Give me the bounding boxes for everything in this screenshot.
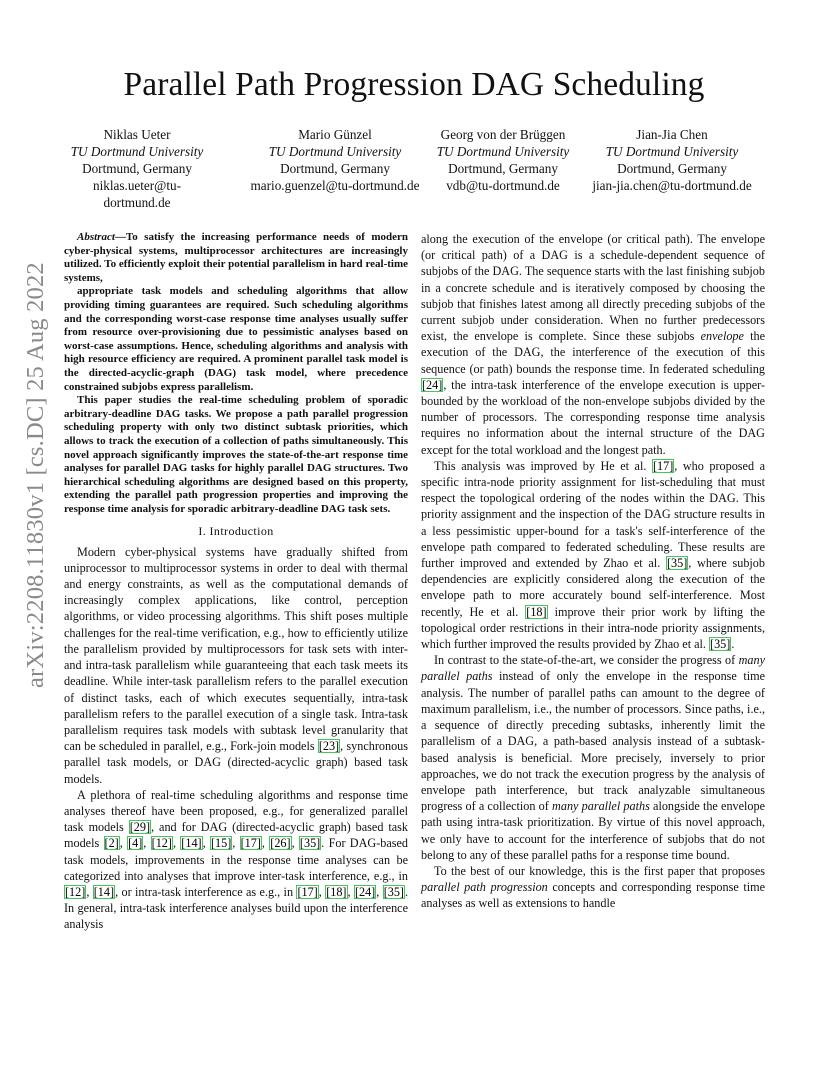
body-paragraph <box>64 544 408 787</box>
abstract-label: Abstract <box>77 231 115 243</box>
body-paragraph <box>421 863 765 912</box>
body-paragraph: A plethora of real-time scheduling algorithms and response time analyses thereof have been proposed, e.g., for generalized parallel task models [29], and for DAG (directed-acyclic graph) based task models [2], [4], [12], [14], [15], [17], [26], [35]. For DAG-based task models, improvements in the response time analyses can be categorized into analyses that improve inter-task interference, e.g., in [12], [14], or intra-task interference as e.g., in [17], [18], [24], [35]. In general, intra-task interference analyses build upon the interference analysis <box>64 787 409 932</box>
citation-link[interactable]: [24] <box>354 884 376 899</box>
citation-link[interactable]: [23] <box>318 739 340 754</box>
author-name: Georg von der Brüggen <box>440 127 566 142</box>
body-paragraph <box>421 231 765 458</box>
paper-title: Parallel Path Progression DAG Scheduling <box>123 66 705 103</box>
body-text: . In general, intra-task interference analyses build upon the interference analysis <box>64 884 409 932</box>
arxiv-identifier: arXiv:2208.11830v1 [cs.DC] 25 Aug 2022 <box>22 262 49 688</box>
citation-link[interactable]: [14] <box>93 884 115 899</box>
author-block <box>240 126 430 194</box>
body-text: A plethora of real-time scheduling algorithms and response time analyses thereof have been proposed, e.g., for generalized parallel task models <box>64 787 408 835</box>
citation-link[interactable]: [12] <box>151 836 172 851</box>
body-text: , where subjob dependencies are explicitly considered along the execution of the envelope path to more accurately bound self-interference. Most recently, He et al. <box>421 556 765 619</box>
author-email: jian-jia.chen@tu-dortmund.de <box>592 178 752 193</box>
body-text: improve their prior work by lifting the topological order restrictions in their intra-node priority assignments, which further improved the results provided by Zhao et al. <box>421 604 766 652</box>
citation-link[interactable]: [29] <box>129 820 151 835</box>
author-location: Dortmund, Germany <box>82 161 192 176</box>
author-location: Dortmund, Germany <box>617 161 727 176</box>
body-text: , who proposed a specific intra-node priority assignment for list-scheduling that must respect the topological ordering of the nodes within the DAG. This priority assignment and the inspection of the DAG structure results in a less pessimistic upper-bound for a task's self-interference of the envelope path compared to federated scheduling. These results are further improved and extended by Zhao et al. <box>421 458 766 571</box>
body-paragraph <box>421 458 765 652</box>
abstract-paragraph: appropriate task models and scheduling algorithms that allow providing timing guarantees are required. Such scheduling algorithms and the corresponding worst-case response time analyses usually suffer from resource over-provisioning due to pessimistic analyses based on worst-case assumptions. Hence, scheduling algorithms and analysis with high resource efficiency are required. A prominent parallel task model is the directed-acyclic-graph (DAG) task model, where precedence constrained subjobs express parallelism. <box>64 285 408 393</box>
citation-link[interactable]: [24] <box>422 377 443 392</box>
emphasis-text: parallel path progression <box>421 880 548 895</box>
author-affiliation: TU Dortmund University <box>436 144 570 159</box>
body-text: , or intra-task interference as e.g., in <box>115 884 294 899</box>
citation-link[interactable]: [17] <box>652 458 674 473</box>
author-location: Dortmund, Germany <box>448 161 558 176</box>
citation-link[interactable]: [17] <box>240 836 261 851</box>
author-name: Niklas Ueter <box>103 127 171 142</box>
abstract-text: —To satisfy the increasing performance needs of modern cyber-physical systems, multiprocessor architectures are increasingly utilized. To efficiently exploit their potential parallelism in hard real-time systems, <box>64 231 408 284</box>
citation-link[interactable]: [35] <box>666 556 688 571</box>
body-text: instead of only the envelope in the response time analysis. The number of parallel paths can amount to the degree of maximum parallelism, i.e., the number of processors. Since paths, i.e., a sequence of directly preceding subtasks, inherently limit the parallelism of a DAG, a path-based analysis instead of a subtask-based analysis is beneficial. More precisely, inversely to prior approaches, we do not track the execution progress by the analysis of envelope path interference, but track analyzable simultaneous progress of a collection of <box>421 669 765 814</box>
author-affiliation: TU Dortmund University <box>268 144 402 159</box>
author-name: Jian-Jia Chen <box>636 127 708 142</box>
body-text: , and for DAG (directed-acyclic graph) based task models <box>64 820 409 851</box>
citation-link[interactable]: [18] <box>526 604 547 619</box>
citation-link[interactable]: [12] <box>65 884 86 899</box>
abstract-paragraph: This paper studies the real-time scheduling problem of sporadic arbitrary-deadline DAG tasks. We propose a path parallel progression scheduling property with only two distinct subtask priorities, which allows to track the execution of a collection of paths simultaneously. This novel approach significantly improves the state-of-the-art response time analyses for parallel DAG tasks for highly parallel DAG structures. Two hierarchical scheduling algorithms are designed based on this property, extending the parallel path progression properties and improving the response time analysis for sporadic arbitrary-deadline DAG task sets. <box>64 394 408 515</box>
author-block <box>428 126 578 194</box>
body-text: alongside the envelope path using intra-task prioritization. By virtue of this novel approach, we only have to account for the interference of subjobs that do not belong to any of these parallel paths for a response time bound. <box>421 799 766 862</box>
body-text: Modern cyber-physical systems have gradually shifted from uniprocessor to multiprocessor systems in order to deal with thermal and energy constraints, as well as the computational demands of increasingly complex applications, like control, perception algorithms, or video processing algorithms. This shift poses multiple challenges for the real-time verification, e.g., how to efficiently utilize the parallelism provided by multiprocessors for task sets with inter- and intra-task parallelism while guaranteeing that each task meets its deadline. While inter-task parallelism refers to the parallel execution of distinct tasks, each of which executes sequentially, intra-task parallelism refers to the parallel execution of a single task. Intra-task parallelism requires task models with subtask level granularity that can be scheduled in parallel, e.g., Fork-join models <box>64 544 408 754</box>
abstract-paragraph <box>64 231 408 285</box>
author-block <box>62 126 212 211</box>
citation-link[interactable]: [35] <box>710 637 731 652</box>
body-text: along the execution of the envelope (or critical path). The envelope (or critical path) of a DAG is a schedule-dependent sequence of subjobs of the DAG. The sequence starts with the last finishing subjob in a concrete schedule and is iteratively composed by choosing the subjob that finishes latest among all directly preceding subjobs of the current subjob under consideration. When no further predecessors exist, the envelope is complete. Since these subjobs <box>421 232 765 344</box>
body-text: . <box>731 637 735 652</box>
citation-link[interactable]: [4] <box>128 836 143 851</box>
emphasis-text: envelope <box>700 329 744 344</box>
body-text: , the intra-task interference of the envelope execution is upper-bounded by the workload of the non-envelope subjobs divided by the number of processors. The corresponding response time analysis requires no information about the internal structure of the DAG except for the total workload and the longest path. <box>421 377 765 457</box>
body-text: . For DAG-based task models, improvements in the response time analyses can be categorized into analyses that improve inter-task interference, e.g., in <box>64 836 409 883</box>
body-text: the execution of the DAG, the interference of the execution of this sequence (or path) bounds the response time. In federated scheduling <box>421 329 766 376</box>
author-affiliation: TU Dortmund University <box>70 144 204 159</box>
author-email: niklas.ueter@tu-dortmund.de <box>93 178 181 210</box>
author-block <box>584 126 760 194</box>
left-column <box>64 231 408 933</box>
section-heading: I. Introduction <box>198 524 274 539</box>
body-text: In contrast to the state-of-the-art, we consider the progress of <box>434 653 736 668</box>
citation-link[interactable]: [17] <box>297 884 318 899</box>
body-paragraph <box>421 652 765 863</box>
citation-link[interactable]: [14] <box>181 836 202 851</box>
abstract <box>64 231 408 516</box>
author-email: mario.guenzel@tu-dortmund.de <box>250 178 420 193</box>
author-name: Mario Günzel <box>298 127 372 142</box>
author-email: vdb@tu-dortmund.de <box>446 178 560 193</box>
body-text: To the best of our knowledge, this is the first paper that proposes <box>434 863 765 878</box>
body-text: This analysis was improved by He et al. <box>434 458 647 473</box>
citation-link[interactable]: [35] <box>383 884 404 899</box>
citation-link[interactable]: [26] <box>270 836 291 851</box>
body-text: , synchronous parallel task models, or DAG (directed-acyclic graph) based task models. <box>64 739 408 786</box>
emphasis-text: many parallel paths <box>421 653 765 684</box>
body-text: concepts and corresponding response time analyses as well as extensions to handle <box>421 880 766 911</box>
emphasis-text: many parallel paths <box>552 799 650 814</box>
citation-link[interactable]: [18] <box>326 884 347 899</box>
author-location: Dortmund, Germany <box>280 161 390 176</box>
citation-link[interactable]: [35] <box>299 836 321 851</box>
right-column <box>421 231 765 912</box>
citation-link[interactable]: [2] <box>104 836 119 851</box>
citation-link[interactable]: [15] <box>210 836 232 851</box>
author-affiliation: TU Dortmund University <box>605 144 739 159</box>
